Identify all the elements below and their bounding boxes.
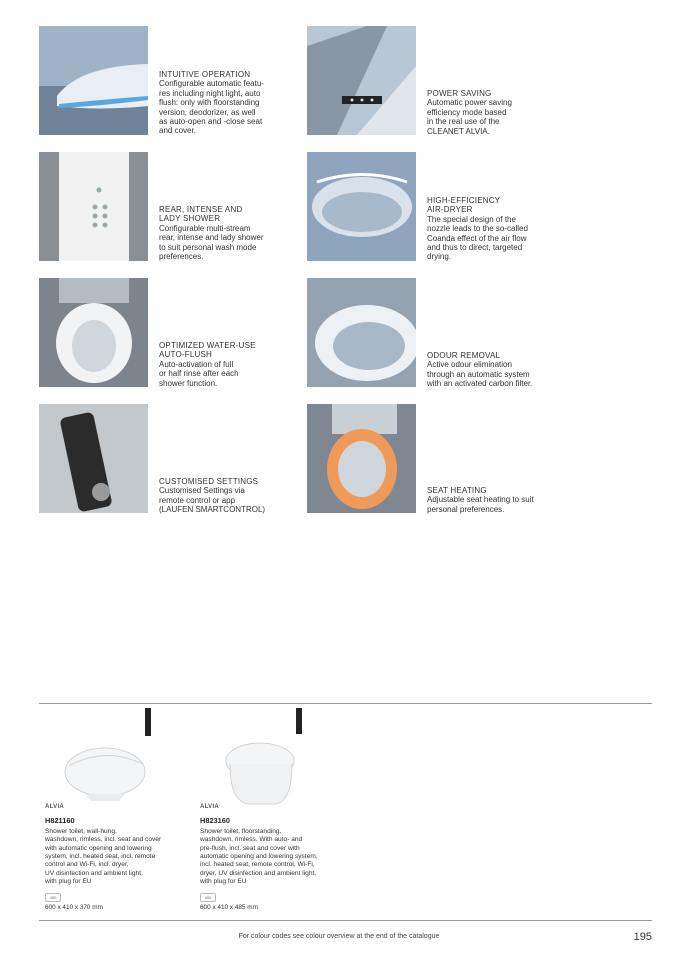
- feature-title: POWER SAVING: [427, 89, 492, 98]
- feature-desc: Active odour elimination through an automatic system with an activated carbon filter.: [427, 360, 533, 389]
- product-code: H823160: [200, 816, 230, 826]
- feature-desc: Customised Settings via remote control or app (LAUFEN SMARTCONTROL): [159, 486, 266, 515]
- feature-title: ODOUR REMOVAL: [427, 351, 501, 360]
- product-brand: ALVIA: [200, 804, 220, 810]
- feature-title: REAR, INTENSE AND LADY SHOWER: [159, 205, 243, 224]
- feature-desc: Auto-activation of full or half rinse after each shower function.: [159, 359, 239, 388]
- air-dryer-photo: [307, 152, 416, 261]
- footer-note: For colour codes see colour overview at the end of the catalogue: [238, 933, 440, 940]
- control-panel-photo: [307, 26, 416, 135]
- flush-bowl-photo: [39, 278, 148, 387]
- product-wall-hung: [45, 803, 195, 912]
- remote-control-photo: [39, 404, 148, 513]
- product-dimensions: 600 x 410 x 370 mm: [45, 904, 103, 912]
- odour-bowl-photo: [307, 278, 416, 387]
- feature-desc: The special design of the nozzle leads to the so-called Coanda effect of the air flow and thus to direct, targeted drying.: [427, 214, 528, 262]
- floorstanding-toilet-image: [200, 706, 320, 806]
- feature-title: OPTIMIZED WATER-USE AUTO-FLUSH: [159, 341, 256, 360]
- feature-title: INTUITIVE OPERATION: [159, 70, 251, 79]
- product-code: H821160: [45, 816, 75, 826]
- product-brand: ALVIA: [45, 804, 65, 810]
- feature-desc: Configurable multi-stream rear, intense and lady shower to suit personal wash mode preferences.: [159, 223, 264, 262]
- product-dimensions: 600 x 410 x 485 mm: [200, 904, 258, 912]
- product-floorstanding: [200, 803, 350, 912]
- feature-title: CUSTOMISED SETTINGS: [159, 477, 259, 486]
- feature-desc: Adjustable seat heating to suit personal preferences.: [427, 495, 534, 514]
- footer-divider: [39, 920, 652, 921]
- page-number: 195: [633, 931, 652, 943]
- spec-badge: 400: [200, 893, 216, 902]
- remote-buttons-photo: [39, 152, 148, 261]
- feature-desc: Automatic power saving efficiency mode based in the real use of the CLEANET ALVIA.: [427, 98, 512, 136]
- section-divider: [39, 703, 652, 704]
- wall-hung-toilet-image: [45, 706, 165, 806]
- spec-badge: 400: [45, 893, 61, 902]
- feature-title: HIGH-EFFICIENCY AIR-DRYER: [427, 196, 501, 215]
- toilet-lid-photo: [39, 26, 148, 135]
- product-desc: Shower toilet, wall-hung, washdown, rimless, incl. seat and cover with automatic opening and lowering system, incl. heated seat, incl. remote control and Wi-Fi, incl. dryer, UV disinfection and ambient light, with plug for EU: [45, 827, 162, 886]
- heated-seat-photo: [307, 404, 416, 513]
- feature-desc: Configurable automatic featu- res including night light, auto flush: only with floorstanding version, deodorizer, as well as auto-open and -close seat and cover.: [159, 79, 264, 136]
- product-desc: Shower toilet, floorstanding, washdown, rimless. With auto- and pre-flush, incl. seat and cover with automatic opening and lowering system, incl. heated seat, remote control, Wi-Fi, dryer, UV disinfection and ambient light, with plug for EU: [200, 827, 318, 886]
- feature-title: SEAT HEATING: [427, 486, 487, 495]
